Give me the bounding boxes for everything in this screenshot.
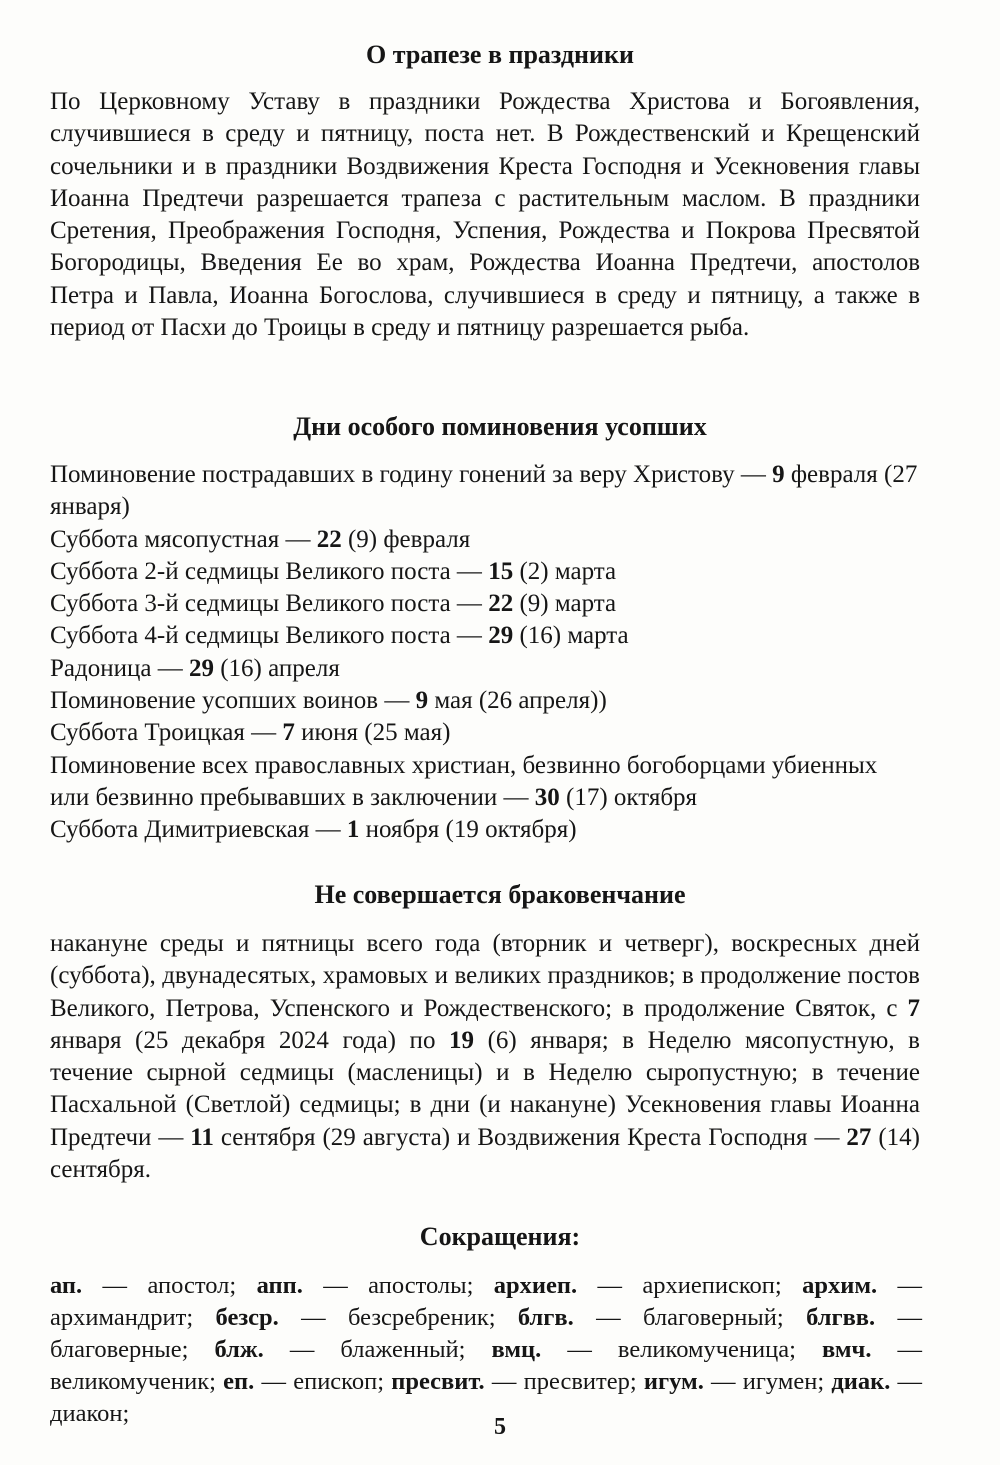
section-title-meal: О трапезе в праздники: [366, 40, 634, 69]
list-item: Поминовение всех православных христиан, безвинно богоборцами убиенных или безвинно пребывавших в заключении — 30 (17) октября: [50, 751, 878, 811]
list-item: Радоница — 29 (16) апреля: [50, 654, 340, 682]
commemoration-list: [50, 459, 920, 847]
section-title-abbreviations: Сокращения:: [419, 1222, 581, 1251]
abbreviations-list: ап. — апостол; апп. — апостолы; архиеп. — архиепископ; архим. — архимандрит; безср. — безсребреник; блгв. — благоверный; блгвв. — благоверные; блж. — блаженный; вмц. — великомученица; вмч. — великомученик; еп. — епископ; пресвит. — пресвитер; игум. — игумен; диак. — диакон;: [50, 1272, 923, 1427]
list-item: Суббота Димитриевская — 1 ноября (19 октября): [50, 816, 577, 844]
list-item: Суббота 4-й седмицы Великого поста — 29 (16) марта: [50, 622, 629, 650]
section-title-wedding: Не совершается браковенчание: [314, 880, 686, 909]
list-item: Поминовение усопших воинов — 9 мая (26 апреля)): [50, 687, 607, 715]
wedding-paragraph: накануне среды и пятницы всего года (вторник и четверг), воскресных дней (суббота), двунадесятых, храмовых и великих праздников; в продолжение постов Великого, Петрова, Успенского и Рождественского; в продолжение Святок, с 7 января (25 декабря 2024 года) по 19 (6) января; в Неделю мясопустную, в течение сырной седмицы (масленицы) и в Неделю сыропустную; в течение Пасхальной (Светлой) седмицы; в дни (и накануне) Усекновения главы Иоанна Предтечи — 11 сентября (29 августа) и Воздвижения Креста Господня — 27 (14) сентября.: [50, 930, 920, 1184]
list-item: Суббота мясопустная — 22 (9) февраля: [50, 525, 471, 553]
list-item: Суббота 2-й седмицы Великого поста — 15 (2) марта: [50, 557, 617, 585]
page-number: 5: [494, 1414, 506, 1440]
list-item: Поминовение пострадавших в годину гонений за веру Христову — 9 февраля (27 января): [50, 461, 918, 521]
meal-paragraph: По Церковному Уставу в праздники Рождества Христова и Богоявления, случившиеся в среду и пятницу, поста нет. В Рождественский и Крещенский сочельники и в праздники Воздвижения Креста Господня и Усекновения главы Иоанна Предтечи разрешается трапеза с растительным маслом. В праздники Сретения, Преображения Господня, Успения, Рождества и Покрова Пресвятой Богородицы, Введения Ее во храм, Рождества Иоанна Предтечи, апостолов Петра и Павла, Иоанна Богослова, случившиеся в среду и пятницу, а также в период от Пасхи до Троицы в среду и пятницу разрешается рыба.: [50, 88, 920, 342]
list-item: Суббота 3-й седмицы Великого поста — 22 (9) марта: [50, 590, 617, 618]
section-title-commemoration: Дни особого поминовения усопших: [293, 412, 707, 441]
list-item: Суббота Троицкая — 7 июня (25 мая): [50, 719, 451, 747]
